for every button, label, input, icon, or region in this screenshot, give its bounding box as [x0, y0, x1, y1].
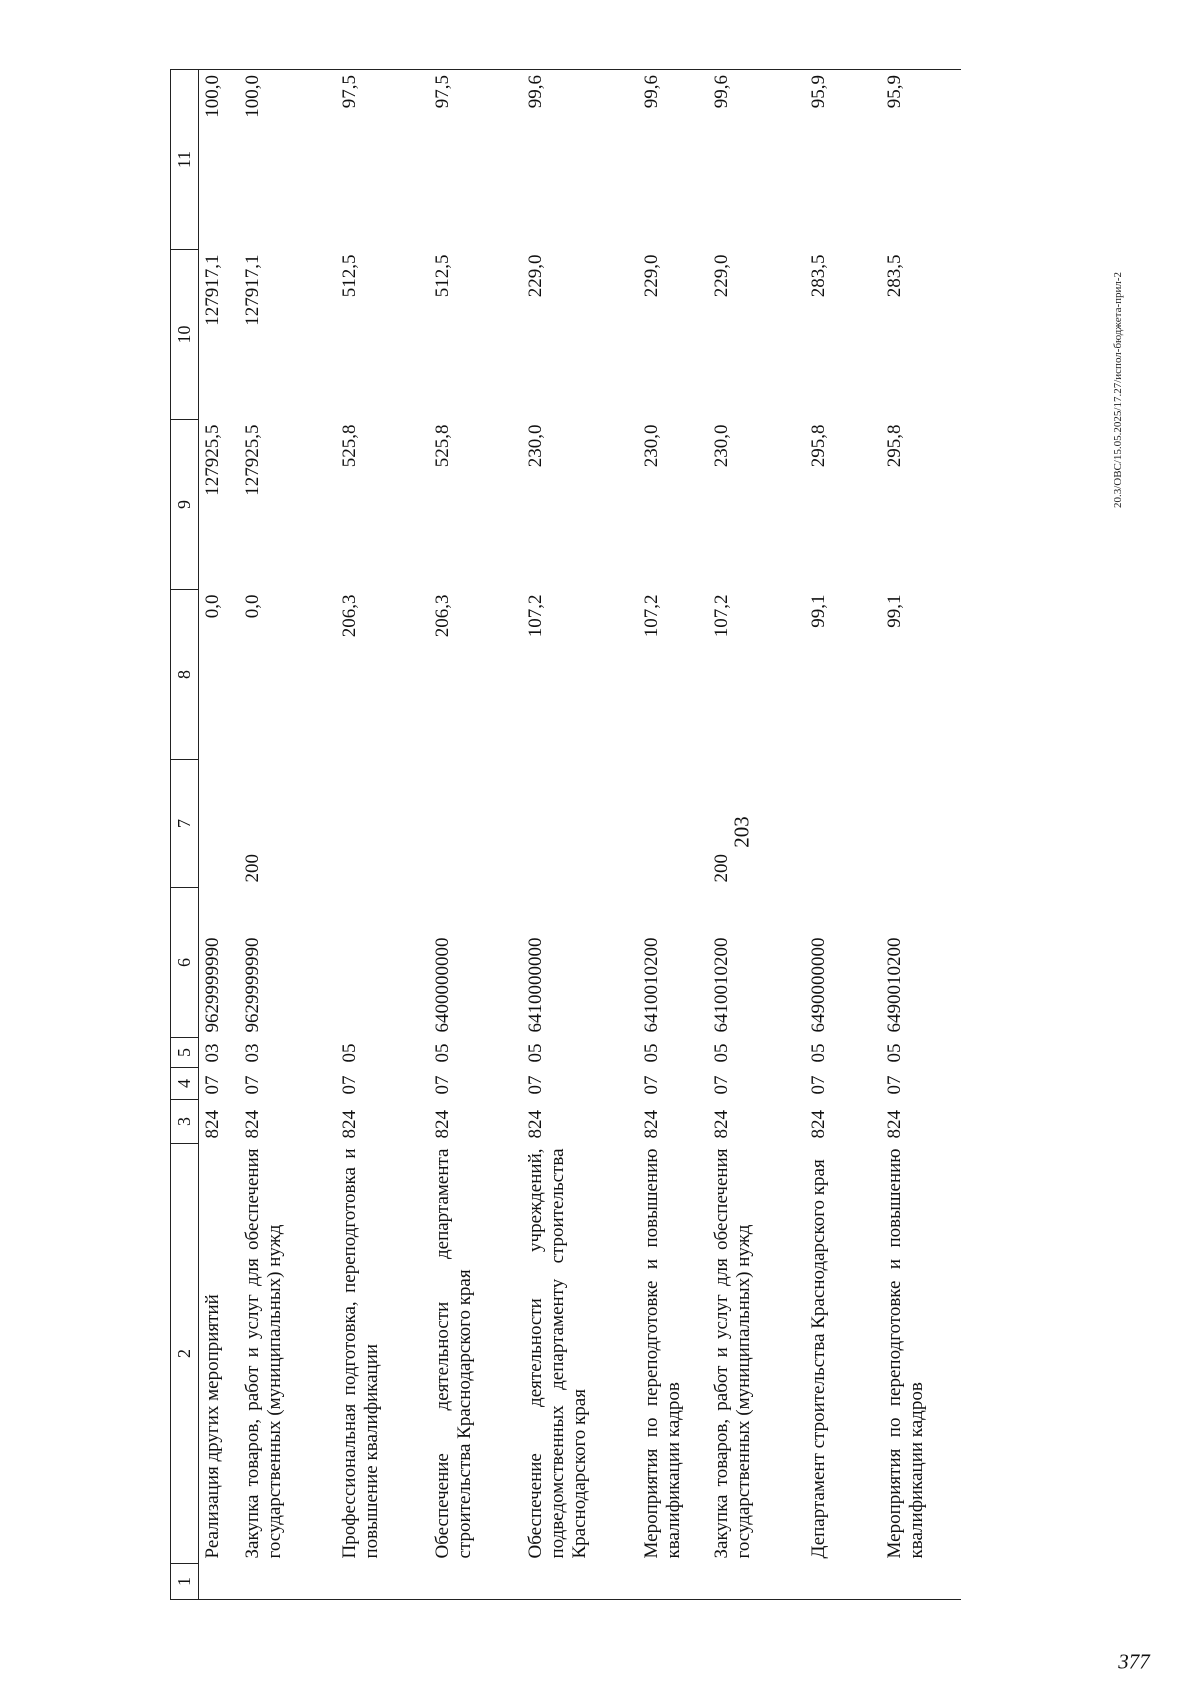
row-target-article-cell: 9629999990 — [241, 937, 263, 1033]
row-plan-initial-cell: 206,3 — [338, 594, 360, 638]
row-section-cell: 07 — [524, 1075, 546, 1095]
row-executed-cell: 283,5 — [883, 254, 905, 298]
row-subsection-cell: 05 — [883, 1043, 905, 1063]
header-cell-9: 9 — [171, 420, 199, 590]
row-subsection-cell: 05 — [524, 1043, 546, 1063]
row-section-cell: 07 — [338, 1075, 360, 1095]
row-percent-cell: 99,6 — [708, 70, 805, 250]
row-expense-type-cell — [336, 760, 429, 888]
row-subsection-cell: 05 — [431, 1043, 453, 1063]
row-expense-type-cell: 200 — [241, 854, 263, 883]
table-row — [881, 70, 961, 1600]
header-cell-6: 6 — [171, 888, 199, 1038]
row-plan-updated-cell: 127925,5 — [202, 424, 223, 496]
row-name-cell: Мероприятия по переподготовке и повышению квалификации кадров — [883, 1148, 927, 1559]
row-plan-initial-cell: 206,3 — [431, 594, 453, 638]
header-cell-5: 5 — [171, 1038, 199, 1068]
row-grbs-cell: 824 — [710, 1110, 732, 1139]
row-name-cell: Департамент строительства Краснодарского края — [807, 1159, 829, 1559]
row-executed-cell: 127917,1 — [202, 254, 223, 326]
page-number: 203 — [729, 816, 754, 848]
row-target-article-cell: 6490010200 — [883, 937, 905, 1033]
row-plan-updated-cell: 525,8 — [431, 424, 453, 468]
row-percent-cell: 99,6 — [522, 70, 638, 250]
row-subsection-cell: 03 — [202, 1043, 223, 1063]
table-row — [239, 70, 336, 1600]
row-blank-cell — [708, 1564, 805, 1600]
row-name-cell: Профессиональная подготовка, переподготовка и повышение квалификации — [338, 1148, 382, 1559]
row-percent-cell: 100,0 — [199, 70, 239, 250]
table-row — [522, 70, 638, 1600]
row-target-article-cell: 6490000000 — [807, 937, 829, 1033]
footer-code: 20.3/ОВС/15.05.2025/17.27/испол-бюджета-прил-2 — [1112, 271, 1124, 509]
row-target-article-cell: 9629999990 — [202, 937, 223, 1033]
row-subsection-cell: 05 — [710, 1043, 732, 1063]
row-percent-cell: 100,0 — [239, 70, 336, 250]
row-section-cell: 07 — [431, 1075, 453, 1095]
row-percent-cell: 95,9 — [881, 70, 961, 250]
row-plan-updated-cell: 230,0 — [524, 424, 546, 468]
header-cell-3: 3 — [171, 1100, 199, 1144]
row-blank-cell — [522, 1564, 638, 1600]
row-executed-cell: 512,5 — [431, 254, 453, 298]
row-name-cell: Обеспечение деятельности департамента строительства Краснодарского края — [431, 1148, 475, 1559]
row-executed-cell: 229,0 — [640, 254, 662, 298]
row-expense-type-cell — [805, 760, 881, 888]
row-plan-updated-cell: 230,0 — [710, 424, 732, 468]
row-expense-type-cell — [881, 760, 961, 888]
row-section-cell: 07 — [241, 1075, 263, 1095]
row-subsection-cell: 05 — [338, 1043, 360, 1063]
row-expense-type-cell — [522, 760, 638, 888]
row-subsection-cell: 03 — [241, 1043, 263, 1063]
row-plan-updated-cell: 127925,5 — [241, 424, 263, 496]
row-plan-updated-cell: 230,0 — [640, 424, 662, 468]
row-plan-updated-cell: 295,8 — [883, 424, 905, 468]
row-blank-cell — [805, 1564, 881, 1600]
row-blank-cell — [239, 1564, 336, 1600]
table-row — [429, 70, 522, 1600]
row-blank-cell — [638, 1564, 708, 1600]
row-grbs-cell: 824 — [338, 1110, 360, 1139]
row-grbs-cell: 824 — [524, 1110, 546, 1139]
row-percent-cell: 97,5 — [336, 70, 429, 250]
row-target-article-cell — [336, 888, 429, 1038]
row-expense-type-cell: 200 — [710, 854, 732, 883]
budget-table — [170, 69, 961, 1600]
row-target-article-cell: 6410010200 — [710, 937, 732, 1033]
row-expense-type-cell — [429, 760, 522, 888]
header-cell-11: 11 — [171, 70, 199, 250]
row-name-cell: Обеспечение деятельности учреждений, подведомственных департаменту строительства Краснодарского края — [524, 1148, 591, 1559]
row-subsection-cell: 05 — [807, 1043, 829, 1063]
row-grbs-cell: 824 — [807, 1110, 829, 1139]
row-name-cell: Мероприятия по переподготовке и повышению квалификации кадров — [640, 1148, 684, 1559]
row-blank-cell — [199, 1564, 239, 1600]
row-expense-type-cell — [638, 760, 708, 888]
row-grbs-cell: 824 — [640, 1110, 662, 1139]
row-target-article-cell: 6400000000 — [431, 937, 453, 1033]
row-section-cell: 07 — [710, 1075, 732, 1095]
row-subsection-cell: 05 — [640, 1043, 662, 1063]
row-executed-cell: 127917,1 — [241, 254, 263, 326]
table-row — [638, 70, 708, 1600]
header-cell-4: 4 — [171, 1068, 199, 1100]
row-percent-cell: 97,5 — [429, 70, 522, 250]
row-name-cell: Закупка товаров, работ и услуг для обеспечения государственных (муниципальных) нужд — [241, 1148, 285, 1559]
row-grbs-cell: 824 — [202, 1110, 223, 1139]
row-blank-cell — [336, 1564, 429, 1600]
row-plan-initial-cell: 107,2 — [710, 594, 732, 638]
row-name-cell: Закупка товаров, работ и услуг для обеспечения государственных (муниципальных) нужд — [710, 1148, 754, 1559]
row-plan-initial-cell: 99,1 — [883, 594, 905, 628]
table-row — [708, 70, 805, 1600]
header-cell-2: 2 — [171, 1144, 199, 1564]
row-plan-initial-cell: 0,0 — [241, 594, 263, 619]
row-executed-cell: 283,5 — [807, 254, 829, 298]
budget-table-rotated — [170, 70, 980, 1600]
row-section-cell: 07 — [807, 1075, 829, 1095]
row-target-article-cell: 6410000000 — [524, 937, 546, 1033]
header-cell-8: 8 — [171, 590, 199, 760]
header-cell-7: 7 — [171, 760, 199, 888]
table-row — [336, 70, 429, 1600]
table-row — [805, 70, 881, 1600]
row-executed-cell: 512,5 — [338, 254, 360, 298]
row-percent-cell: 95,9 — [805, 70, 881, 250]
row-plan-initial-cell: 0,0 — [202, 594, 223, 619]
row-plan-initial-cell: 107,2 — [524, 594, 546, 638]
table-body — [199, 70, 961, 1600]
row-plan-updated-cell: 295,8 — [807, 424, 829, 468]
header-cell-10: 10 — [171, 250, 199, 420]
table-row — [199, 70, 239, 1600]
row-target-article-cell: 6410010200 — [640, 937, 662, 1033]
row-section-cell: 07 — [640, 1075, 662, 1095]
row-plan-initial-cell: 107,2 — [640, 594, 662, 638]
header-row — [171, 70, 199, 1600]
row-expense-type-cell — [199, 760, 239, 888]
row-grbs-cell: 824 — [883, 1110, 905, 1139]
row-percent-cell: 99,6 — [638, 70, 708, 250]
sheet-number: 377 — [1118, 1649, 1150, 1674]
row-blank-cell — [429, 1564, 522, 1600]
row-section-cell: 07 — [883, 1075, 905, 1095]
row-section-cell: 07 — [202, 1075, 223, 1095]
row-grbs-cell: 824 — [431, 1110, 453, 1139]
row-plan-initial-cell: 99,1 — [807, 594, 829, 628]
row-executed-cell: 229,0 — [710, 254, 732, 298]
header-cell-1: 1 — [171, 1564, 199, 1600]
row-blank-cell — [881, 1564, 961, 1600]
row-executed-cell: 229,0 — [524, 254, 546, 298]
row-grbs-cell: 824 — [241, 1110, 263, 1139]
row-plan-updated-cell: 525,8 — [338, 424, 360, 468]
row-name-cell: Реализация других мероприятий — [202, 1294, 223, 1559]
